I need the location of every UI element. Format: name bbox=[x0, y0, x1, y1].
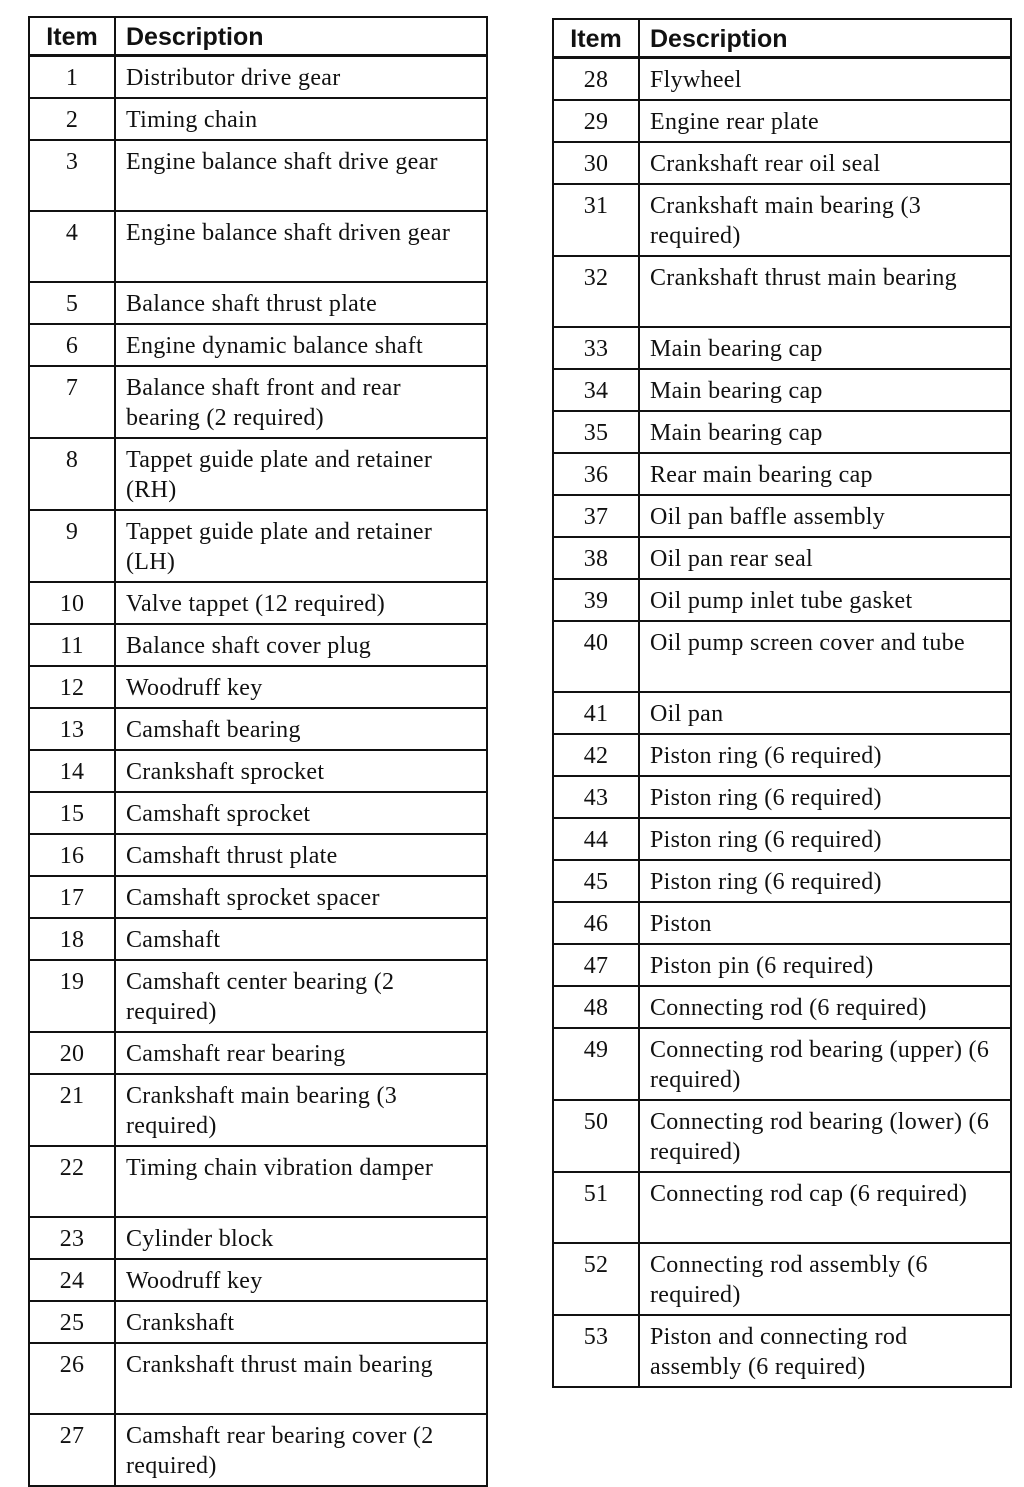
table-row bbox=[29, 960, 487, 1032]
item-number: 19 bbox=[29, 960, 115, 1032]
item-number: 44 bbox=[553, 818, 639, 860]
item-number: 26 bbox=[29, 1343, 115, 1414]
item-description: Oil pump screen cover and tube bbox=[639, 621, 1011, 692]
item-column-header: Item bbox=[29, 17, 115, 55]
item-description: Timing chain vibration damper bbox=[115, 1146, 487, 1217]
item-number: 7 bbox=[29, 366, 115, 438]
item-description: Crankshaft sprocket bbox=[115, 750, 487, 792]
item-description: Camshaft rear bearing cover (2 required) bbox=[115, 1414, 487, 1486]
header-row bbox=[29, 17, 487, 55]
item-number: 32 bbox=[553, 256, 639, 327]
item-number: 12 bbox=[29, 666, 115, 708]
item-number: 48 bbox=[553, 986, 639, 1028]
item-description: Engine balance shaft drive gear bbox=[115, 140, 487, 211]
item-description: Crankshaft thrust main bearing bbox=[115, 1343, 487, 1414]
item-description: Piston ring (6 required) bbox=[639, 776, 1011, 818]
table-row bbox=[553, 142, 1011, 184]
table-row bbox=[553, 453, 1011, 495]
item-description: Piston ring (6 required) bbox=[639, 734, 1011, 776]
item-description: Timing chain bbox=[115, 98, 487, 140]
description-column-header: Description bbox=[639, 19, 1011, 57]
item-number: 46 bbox=[553, 902, 639, 944]
table-row bbox=[553, 1243, 1011, 1315]
item-description: Piston bbox=[639, 902, 1011, 944]
table-row bbox=[553, 986, 1011, 1028]
description-column-header: Description bbox=[115, 17, 487, 55]
table-row bbox=[553, 327, 1011, 369]
item-description: Camshaft bbox=[115, 918, 487, 960]
table-row bbox=[29, 1301, 487, 1343]
item-number: 47 bbox=[553, 944, 639, 986]
item-number: 39 bbox=[553, 579, 639, 621]
item-description: Camshaft thrust plate bbox=[115, 834, 487, 876]
table-row bbox=[29, 282, 487, 324]
item-description: Woodruff key bbox=[115, 1259, 487, 1301]
table-row bbox=[553, 1100, 1011, 1172]
item-number: 1 bbox=[29, 55, 115, 98]
item-number: 30 bbox=[553, 142, 639, 184]
item-number: 41 bbox=[553, 692, 639, 734]
table-row bbox=[29, 708, 487, 750]
item-description: Distributor drive gear bbox=[115, 55, 487, 98]
item-number: 36 bbox=[553, 453, 639, 495]
item-number: 40 bbox=[553, 621, 639, 692]
item-number: 50 bbox=[553, 1100, 639, 1172]
item-number: 52 bbox=[553, 1243, 639, 1315]
item-number: 20 bbox=[29, 1032, 115, 1074]
item-number: 28 bbox=[553, 57, 639, 100]
item-description: Oil pan bbox=[639, 692, 1011, 734]
table-row bbox=[29, 582, 487, 624]
item-description: Engine balance shaft driven gear bbox=[115, 211, 487, 282]
table-row bbox=[29, 1343, 487, 1414]
table-row bbox=[553, 579, 1011, 621]
table-row bbox=[553, 860, 1011, 902]
item-description: Connecting rod assembly (6 required) bbox=[639, 1243, 1011, 1315]
item-description: Camshaft rear bearing bbox=[115, 1032, 487, 1074]
item-number: 24 bbox=[29, 1259, 115, 1301]
parts-table-right bbox=[552, 18, 1012, 1388]
item-description: Piston ring (6 required) bbox=[639, 818, 1011, 860]
table-row bbox=[29, 1146, 487, 1217]
table-row bbox=[553, 411, 1011, 453]
item-number: 43 bbox=[553, 776, 639, 818]
item-description: Flywheel bbox=[639, 57, 1011, 100]
item-number: 2 bbox=[29, 98, 115, 140]
table-row bbox=[29, 438, 487, 510]
item-description: Connecting rod (6 required) bbox=[639, 986, 1011, 1028]
item-description: Tappet guide plate and retainer (LH) bbox=[115, 510, 487, 582]
item-description: Connecting rod bearing (upper) (6 required) bbox=[639, 1028, 1011, 1100]
item-number: 5 bbox=[29, 282, 115, 324]
item-description: Crankshaft thrust main bearing bbox=[639, 256, 1011, 327]
table-row bbox=[29, 1217, 487, 1259]
table-row bbox=[553, 621, 1011, 692]
item-number: 29 bbox=[553, 100, 639, 142]
item-number: 17 bbox=[29, 876, 115, 918]
item-description: Rear main bearing cap bbox=[639, 453, 1011, 495]
item-number: 10 bbox=[29, 582, 115, 624]
item-number: 42 bbox=[553, 734, 639, 776]
table-row bbox=[29, 624, 487, 666]
item-number: 13 bbox=[29, 708, 115, 750]
table-row bbox=[29, 792, 487, 834]
item-number: 37 bbox=[553, 495, 639, 537]
item-number: 45 bbox=[553, 860, 639, 902]
item-number: 16 bbox=[29, 834, 115, 876]
item-description: Camshaft bearing bbox=[115, 708, 487, 750]
item-column-header: Item bbox=[553, 19, 639, 57]
item-description: Main bearing cap bbox=[639, 411, 1011, 453]
item-description: Woodruff key bbox=[115, 666, 487, 708]
item-number: 35 bbox=[553, 411, 639, 453]
table-row bbox=[29, 1032, 487, 1074]
item-number: 38 bbox=[553, 537, 639, 579]
item-description: Balance shaft cover plug bbox=[115, 624, 487, 666]
item-number: 6 bbox=[29, 324, 115, 366]
item-description: Connecting rod bearing (lower) (6 required) bbox=[639, 1100, 1011, 1172]
item-number: 23 bbox=[29, 1217, 115, 1259]
item-description: Crankshaft bbox=[115, 1301, 487, 1343]
item-number: 8 bbox=[29, 438, 115, 510]
table-row bbox=[553, 692, 1011, 734]
item-description: Piston and connecting rod assembly (6 required) bbox=[639, 1315, 1011, 1387]
item-number: 51 bbox=[553, 1172, 639, 1243]
item-description: Main bearing cap bbox=[639, 369, 1011, 411]
item-number: 14 bbox=[29, 750, 115, 792]
table-row bbox=[29, 55, 487, 98]
table-row bbox=[553, 256, 1011, 327]
item-description: Oil pan baffle assembly bbox=[639, 495, 1011, 537]
item-description: Cylinder block bbox=[115, 1217, 487, 1259]
table-row bbox=[553, 944, 1011, 986]
table-row bbox=[29, 1414, 487, 1486]
table-row bbox=[29, 510, 487, 582]
table-row bbox=[29, 211, 487, 282]
item-description: Balance shaft front and rear bearing (2 required) bbox=[115, 366, 487, 438]
table-row bbox=[553, 734, 1011, 776]
item-description: Crankshaft rear oil seal bbox=[639, 142, 1011, 184]
table-row bbox=[29, 1074, 487, 1146]
item-number: 34 bbox=[553, 369, 639, 411]
header-row bbox=[553, 19, 1011, 57]
table-row bbox=[553, 57, 1011, 100]
parts-table-left bbox=[28, 16, 488, 1487]
table-row bbox=[553, 818, 1011, 860]
table-row bbox=[29, 834, 487, 876]
item-number: 49 bbox=[553, 1028, 639, 1100]
item-description: Main bearing cap bbox=[639, 327, 1011, 369]
item-description: Crankshaft main bearing (3 required) bbox=[115, 1074, 487, 1146]
table-row bbox=[553, 1172, 1011, 1243]
item-number: 9 bbox=[29, 510, 115, 582]
table-row bbox=[29, 666, 487, 708]
item-number: 21 bbox=[29, 1074, 115, 1146]
table-row bbox=[29, 876, 487, 918]
table-row bbox=[553, 184, 1011, 256]
item-number: 4 bbox=[29, 211, 115, 282]
table-row bbox=[553, 1028, 1011, 1100]
item-description: Camshaft center bearing (2 required) bbox=[115, 960, 487, 1032]
table-row bbox=[553, 537, 1011, 579]
item-number: 53 bbox=[553, 1315, 639, 1387]
item-description: Crankshaft main bearing (3 required) bbox=[639, 184, 1011, 256]
item-description: Oil pump inlet tube gasket bbox=[639, 579, 1011, 621]
item-description: Tappet guide plate and retainer (RH) bbox=[115, 438, 487, 510]
table-row bbox=[29, 98, 487, 140]
item-number: 18 bbox=[29, 918, 115, 960]
item-description: Camshaft sprocket spacer bbox=[115, 876, 487, 918]
table-row bbox=[553, 776, 1011, 818]
item-description: Piston ring (6 required) bbox=[639, 860, 1011, 902]
item-description: Valve tappet (12 required) bbox=[115, 582, 487, 624]
item-description: Engine dynamic balance shaft bbox=[115, 324, 487, 366]
item-number: 31 bbox=[553, 184, 639, 256]
item-number: 22 bbox=[29, 1146, 115, 1217]
table-row bbox=[29, 1259, 487, 1301]
table-row bbox=[29, 140, 487, 211]
table-row bbox=[553, 1315, 1011, 1387]
item-description: Connecting rod cap (6 required) bbox=[639, 1172, 1011, 1243]
item-number: 11 bbox=[29, 624, 115, 666]
table-row bbox=[29, 750, 487, 792]
item-number: 33 bbox=[553, 327, 639, 369]
table-row bbox=[553, 369, 1011, 411]
item-description: Balance shaft thrust plate bbox=[115, 282, 487, 324]
table-row bbox=[553, 100, 1011, 142]
item-number: 27 bbox=[29, 1414, 115, 1486]
table-row bbox=[29, 324, 487, 366]
item-description: Engine rear plate bbox=[639, 100, 1011, 142]
item-description: Oil pan rear seal bbox=[639, 537, 1011, 579]
table-row bbox=[553, 902, 1011, 944]
item-description: Piston pin (6 required) bbox=[639, 944, 1011, 986]
item-number: 15 bbox=[29, 792, 115, 834]
table-row bbox=[29, 918, 487, 960]
item-description: Camshaft sprocket bbox=[115, 792, 487, 834]
table-row bbox=[29, 366, 487, 438]
item-number: 25 bbox=[29, 1301, 115, 1343]
item-number: 3 bbox=[29, 140, 115, 211]
table-row bbox=[553, 495, 1011, 537]
